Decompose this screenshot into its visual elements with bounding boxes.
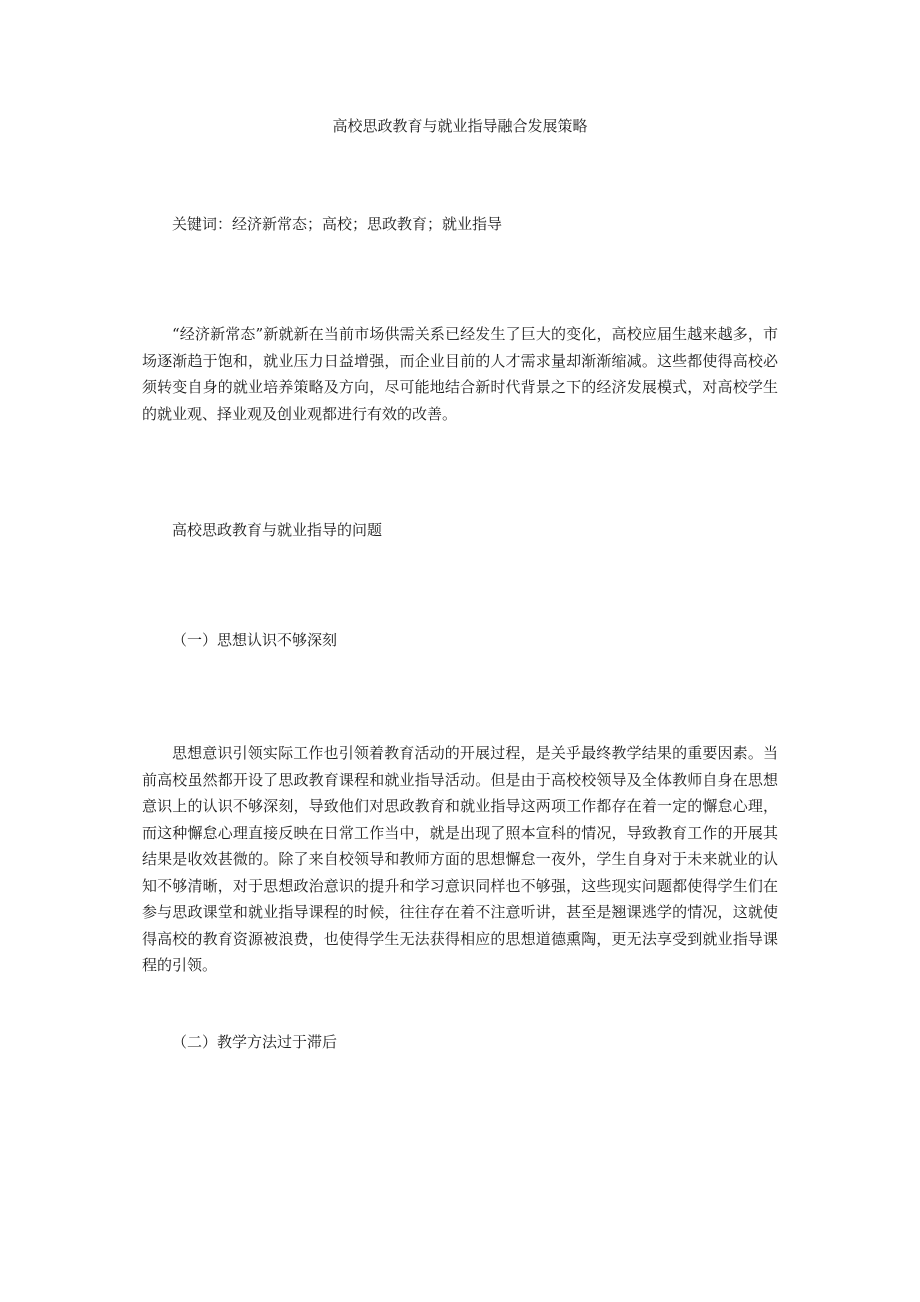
document-title: 高校思政教育与就业指导融合发展策略	[332, 117, 588, 135]
keywords-line: 关键词：经济新常态；高校；思政教育；就业指导	[172, 215, 503, 233]
section-heading: 高校思政教育与就业指导的问题	[172, 521, 383, 539]
intro-paragraph: “经济新常态”新就新在当前市场供需关系已经发生了巨大的变化，高校应届生越来越多，市场逐渐趋于饱和，就业压力日益增强，而企业目前的人才需求量却渐渐缩减。这些都使得高校必须转变自身的就业培养策略及方向，尽可能地结合新时代背景之下的经济发展模式，对高校学生的就业观、择业观及创业观都进行有效的改善。	[142, 325, 778, 423]
subsection-1-paragraph: 思想意识引领实际工作也引领着教育活动的开展过程，是关乎最终教学结果的重要因素。当前高校虽然都开设了思政教育课程和就业指导活动。但是由于高校校领导及全体教师自身在思想意识上的认识不够深刻，导致他们对思政教育和就业指导这两项工作都存在着一定的懈怠心理，而这种懈怠心理直接反映在日常工作当中，就是出现了照本宣科的情况，导致教育工作的开展其结果是收效甚微的。除了来自校领导和教师方面的思想懈怠一夜外，学生自身对于未来就业的认知不够清晰，对于思想政治意识的提升和学习意识同样也不够强，这些现实问题都使得学生们在参与思政课堂和就业指导课程的时候，往往存在着不注意听讲，甚至是翘课逃学的情况，这就使得高校的教育资源被浪费，也使得学生无法获得相应的思想道德熏陶，更无法享受到就业指导课程的引领。	[142, 744, 778, 974]
subsection-2-heading: （二）教学方法过于滞后	[172, 1033, 338, 1051]
subsection-1-heading: （一）思想认识不够深刻	[172, 631, 338, 649]
